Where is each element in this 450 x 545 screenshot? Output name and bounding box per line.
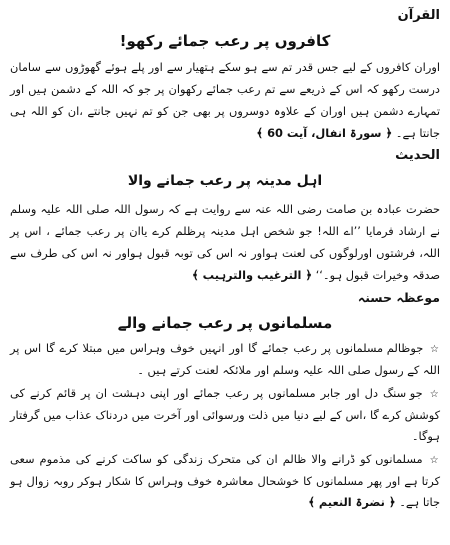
mawiza-section-label: موعظہ حسنہ xyxy=(357,290,440,305)
quran-section-label: القرآن xyxy=(397,8,440,23)
mawiza-item-text: جو سنگ دل اور جابر مسلمانوں پر رعب جمائے اور اپنی دہشت ان پر قائم کرنے کی کوشش کرے گا ،اس کے لیے دنیا میں ذلت ورسوائی اور آخرت میں دردناک عذاب میں گرفتار ہوگا۔ xyxy=(10,386,440,443)
hadith-text: حضرت عبادہ بن صامت رضی اللہ عنہ سے روایت ہے کہ رسول اللہ صلی اللہ علیہ وسلم نے ارشاد فرمایا ’’اے اللہ! جو شخص اہل مدینہ پرظلم کرے یاان پر رعب جمائے ، اس پر اللہ، فرشتوں اورلوگوں کی لعنت ہواور نہ اس کی توبہ قبول ہواور نہ اس کی طرف سے صدقہ وخیرات قبول ہو۔‘‘ xyxy=(10,202,440,282)
quran-text: اوران کافروں کے لیے جس قدر تم سے ہو سکے ہتھیار سے اور پلے ہوئے گھوڑوں سے سامان درست رکھو کہ اس کے ذریعے سے تم رعب جمائے رکھوان پر جو کہ اللہ کے دشمن ہیں اور تمہارے دشمن ہیں اوران کے علاوہ دوسروں پر بھی جن کو تم نہیں جانتے ،ان کو اللہ ہی جانتا ہے۔ xyxy=(10,60,440,140)
mawiza-item-text: مسلمانوں کو ڈرانے والا ظالم ان کی متحرک زندگی کو ساکت کرنے کی مذموم سعی کرتا ہے اور پھر مسلمانوں کا خوشحال معاشرہ خوف وہراس کا شکار ہوکر روبہ زوال ہو جاتا ہے۔ xyxy=(10,452,440,509)
quran-heading: کافروں پر رعب جمائے رکھو! xyxy=(119,32,331,50)
star-bullet-icon: ☆ xyxy=(429,344,440,355)
mawiza-citation: ﴿ نضرۃ النعیم ﴾ xyxy=(308,495,396,509)
mawiza-heading: مسلمانوں پر رعب جمانے والے xyxy=(117,314,333,332)
quran-citation: ﴿ سورۃ انفال، آیت 60 ﴾ xyxy=(256,126,393,140)
mawiza-item xyxy=(10,338,440,381)
hadith-paragraph xyxy=(10,198,440,286)
mawiza-item xyxy=(10,383,440,447)
mawiza-item-text: جوظالم مسلمانوں پر رعب جمائے گا اور انہیں خوف وہراس میں مبتلا کرے گا اس پر اللہ کے رسول صلی اللہ علیہ وسلم اور ملائکہ لعنت کرتے ہیں ۔ xyxy=(10,341,440,377)
quran-paragraph xyxy=(10,56,440,144)
star-bullet-icon: ☆ xyxy=(429,389,440,400)
hadith-section-label: الحدیث xyxy=(395,148,440,163)
hadith-heading: اہل مدینہ پر رعب جمانے والا xyxy=(127,173,323,189)
mawiza-item xyxy=(10,449,440,513)
page xyxy=(10,0,440,513)
hadith-citation: ﴿ الترغیب والترہیب ﴾ xyxy=(192,268,313,282)
star-bullet-icon: ☆ xyxy=(429,455,440,466)
